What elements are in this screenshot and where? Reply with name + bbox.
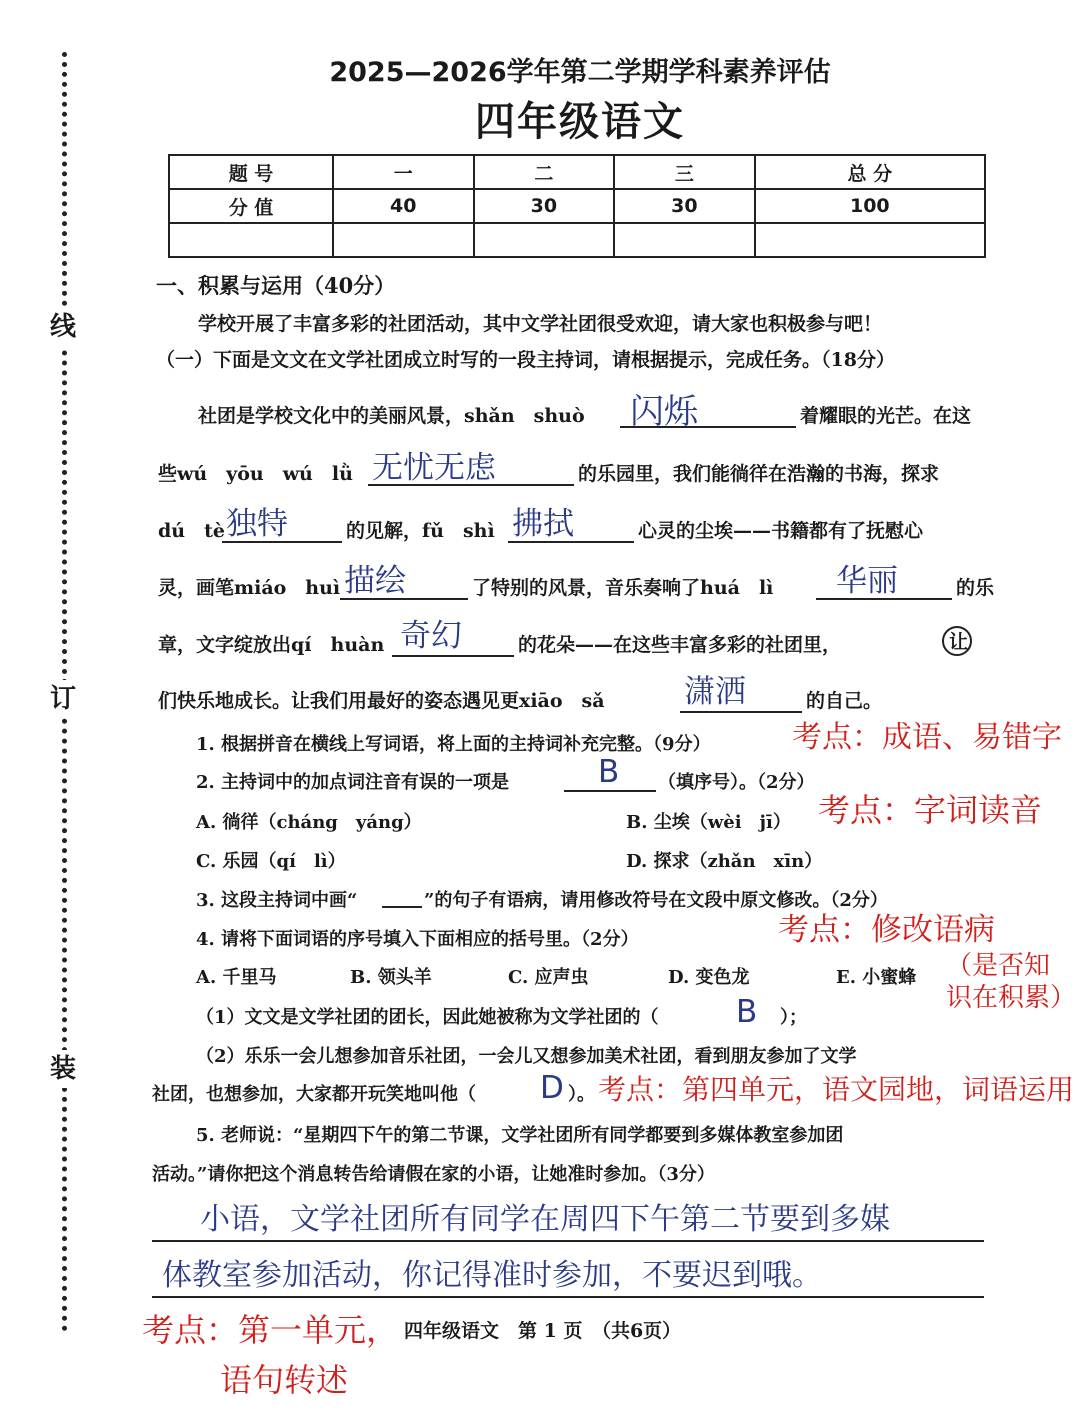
subsection-heading: （一）下面是文文在文学社团成立时写的一段主持词，请根据提示，完成任务。（18分）	[156, 349, 895, 371]
page-footer: 四年级语文 第 1 页 （共6页）	[404, 1320, 682, 1342]
question-2-suffix: （填序号）。（2分）	[658, 772, 815, 793]
handwritten-answer: 描绘	[344, 563, 406, 599]
table-cell: 100	[755, 189, 985, 223]
score-table-value-row	[169, 189, 985, 223]
option-c: C. 乐园（qí lì）	[196, 851, 346, 872]
word-option: A. 千里马	[196, 967, 277, 988]
table-cell	[614, 223, 755, 257]
section-intro: 学校开展了丰富多彩的社团活动，其中文学社团很受欢迎，请大家也积极参与吧！	[198, 313, 883, 335]
answer-line	[152, 1296, 984, 1298]
question-4-2-suffix: ）。	[568, 1084, 595, 1105]
question-3: 3. 这段主持词中画“	[196, 890, 358, 911]
passage-text: 们快乐地成长。让我们用最好的姿态遇见更xiāo sǎ	[158, 690, 605, 712]
handwritten-answer: 闪烁	[630, 392, 698, 432]
question-5-cont: 活动。”请你把这个消息转告给请假在家的小语，让她准时参加。（3分）	[152, 1164, 715, 1185]
option-d: D. 探求（zhǎn xīn）	[626, 851, 823, 872]
score-table-blank-row	[169, 223, 985, 257]
handwritten-answer: B	[598, 754, 620, 790]
question-1: 1. 根据拼音在横线上写词语，将上面的主持词补充完整。（9分）	[196, 734, 711, 755]
word-option: B. 领头羊	[350, 967, 432, 988]
answer-line	[152, 1240, 984, 1242]
option-a: A. 徜徉（cháng yáng）	[196, 812, 422, 833]
handwritten-answer: 拂拭	[512, 506, 574, 542]
handwritten-answer: 奇幻	[400, 618, 462, 654]
table-cell: 一	[333, 155, 474, 189]
margin-label-line: 线	[48, 308, 78, 346]
margin-label-install: 装	[48, 1050, 78, 1088]
section-heading: 一、积累与运用（40分）	[156, 273, 396, 298]
word-option: D. 变色龙	[668, 967, 750, 988]
table-cell: 40	[333, 189, 474, 223]
question-4: 4. 请将下面词语的序号填入下面相应的括号里。（2分）	[196, 929, 639, 950]
passage-text: 的见解，fǔ shì	[346, 520, 495, 542]
annotation-note: 考点：第四单元，语文园地，词语运用	[598, 1073, 1075, 1106]
passage-text: 社团是学校文化中的美丽风景，shǎn shuò	[198, 405, 585, 427]
passage-text: 灵，画笔miáo huì	[158, 577, 341, 599]
handwritten-answer: 小语，文学社团所有同学在周四下午第二节要到多媒	[200, 1202, 890, 1237]
word-option: E. 小蜜蜂	[836, 967, 917, 988]
handwritten-answer: 无忧无虑	[372, 450, 496, 486]
subject-title: 四年级语文	[475, 99, 685, 145]
handwritten-answer: 潇洒	[684, 674, 746, 710]
passage-text: 章，文字绽放出qí huàn	[158, 634, 385, 656]
passage-text: 的花朵——在这些丰富多彩的社团里，	[518, 634, 842, 656]
annotation-note: 考点：第一单元，	[142, 1311, 399, 1349]
question-4-2-cont: 社团，也想参加，大家都开玩笑地叫他（	[152, 1084, 476, 1105]
passage-text: 了特别的风景，音乐奏响了huá lì	[472, 577, 774, 599]
blank-line	[382, 906, 422, 908]
passage-text: 心灵的尘埃——书籍都有了抚慰心	[638, 520, 924, 542]
question-4-2: （2）乐乐一会儿想参加音乐社团，一会儿又想参加美术社团，看到朋友参加了文学	[196, 1046, 857, 1067]
handwritten-answer: B	[736, 994, 758, 1030]
score-table	[168, 154, 986, 258]
question-4-1: （1）文文是文学社团的团长，因此她被称为文学社团的（	[196, 1007, 659, 1028]
table-cell: 二	[474, 155, 615, 189]
table-cell	[333, 223, 474, 257]
blank-line	[564, 790, 656, 792]
annotation-note: 语句转述	[220, 1361, 349, 1399]
question-2: 2. 主持词中的加点词注音有误的一项是	[196, 772, 510, 793]
passage-text: 着耀眼的光芒。在这	[800, 405, 972, 427]
table-cell	[755, 223, 985, 257]
question-3-suffix: ”的句子有语病，请用修改符号在文段中原文修改。（2分）	[424, 890, 888, 911]
option-b: B. 尘埃（wèi jī）	[626, 812, 791, 833]
question-5: 5. 老师说：“星期四下午的第二节课，文学社团所有同学都要到多媒体教室参加团	[196, 1125, 844, 1146]
table-cell: 三	[614, 155, 755, 189]
passage-text: 的乐	[956, 577, 995, 599]
annotation-note: 考点：成语、易错字	[792, 720, 1062, 755]
table-cell: 题 号	[169, 155, 333, 189]
word-option: C. 应声虫	[508, 967, 589, 988]
passage-text: 的乐园里，我们能徜徉在浩瀚的书海，探求	[578, 463, 940, 485]
blank-line	[392, 655, 514, 657]
handwritten-answer: 华丽	[836, 563, 898, 599]
table-cell: 总 分	[755, 155, 985, 189]
margin-label-bind: 订	[48, 680, 78, 718]
passage-text: 些wú yōu wú lǜ	[158, 463, 353, 485]
handwritten-answer: 体教室参加活动，你记得准时参加，不要迟到哦。	[162, 1258, 822, 1293]
annotation-note: 考点：字词读音	[818, 791, 1043, 829]
annotation-note: （是否知识在积累）	[946, 951, 1077, 1013]
handwritten-answer: D	[540, 1070, 564, 1106]
passage-text: 的自己。	[806, 690, 883, 712]
handwritten-answer: 独特	[226, 506, 288, 542]
blank-line	[680, 711, 802, 713]
table-cell	[474, 223, 615, 257]
passage-text: 让	[949, 631, 969, 653]
table-cell	[169, 223, 333, 257]
exam-title: 2025—2026学年第二学期学科素养评估	[329, 57, 831, 88]
table-cell: 30	[614, 189, 755, 223]
annotation-note: 考点：修改语病	[778, 912, 995, 948]
table-cell: 30	[474, 189, 615, 223]
question-4-1-suffix: ）；	[780, 1007, 807, 1028]
table-cell: 分 值	[169, 189, 333, 223]
score-table-header-row	[169, 155, 985, 189]
passage-text: dú tè	[158, 520, 225, 542]
